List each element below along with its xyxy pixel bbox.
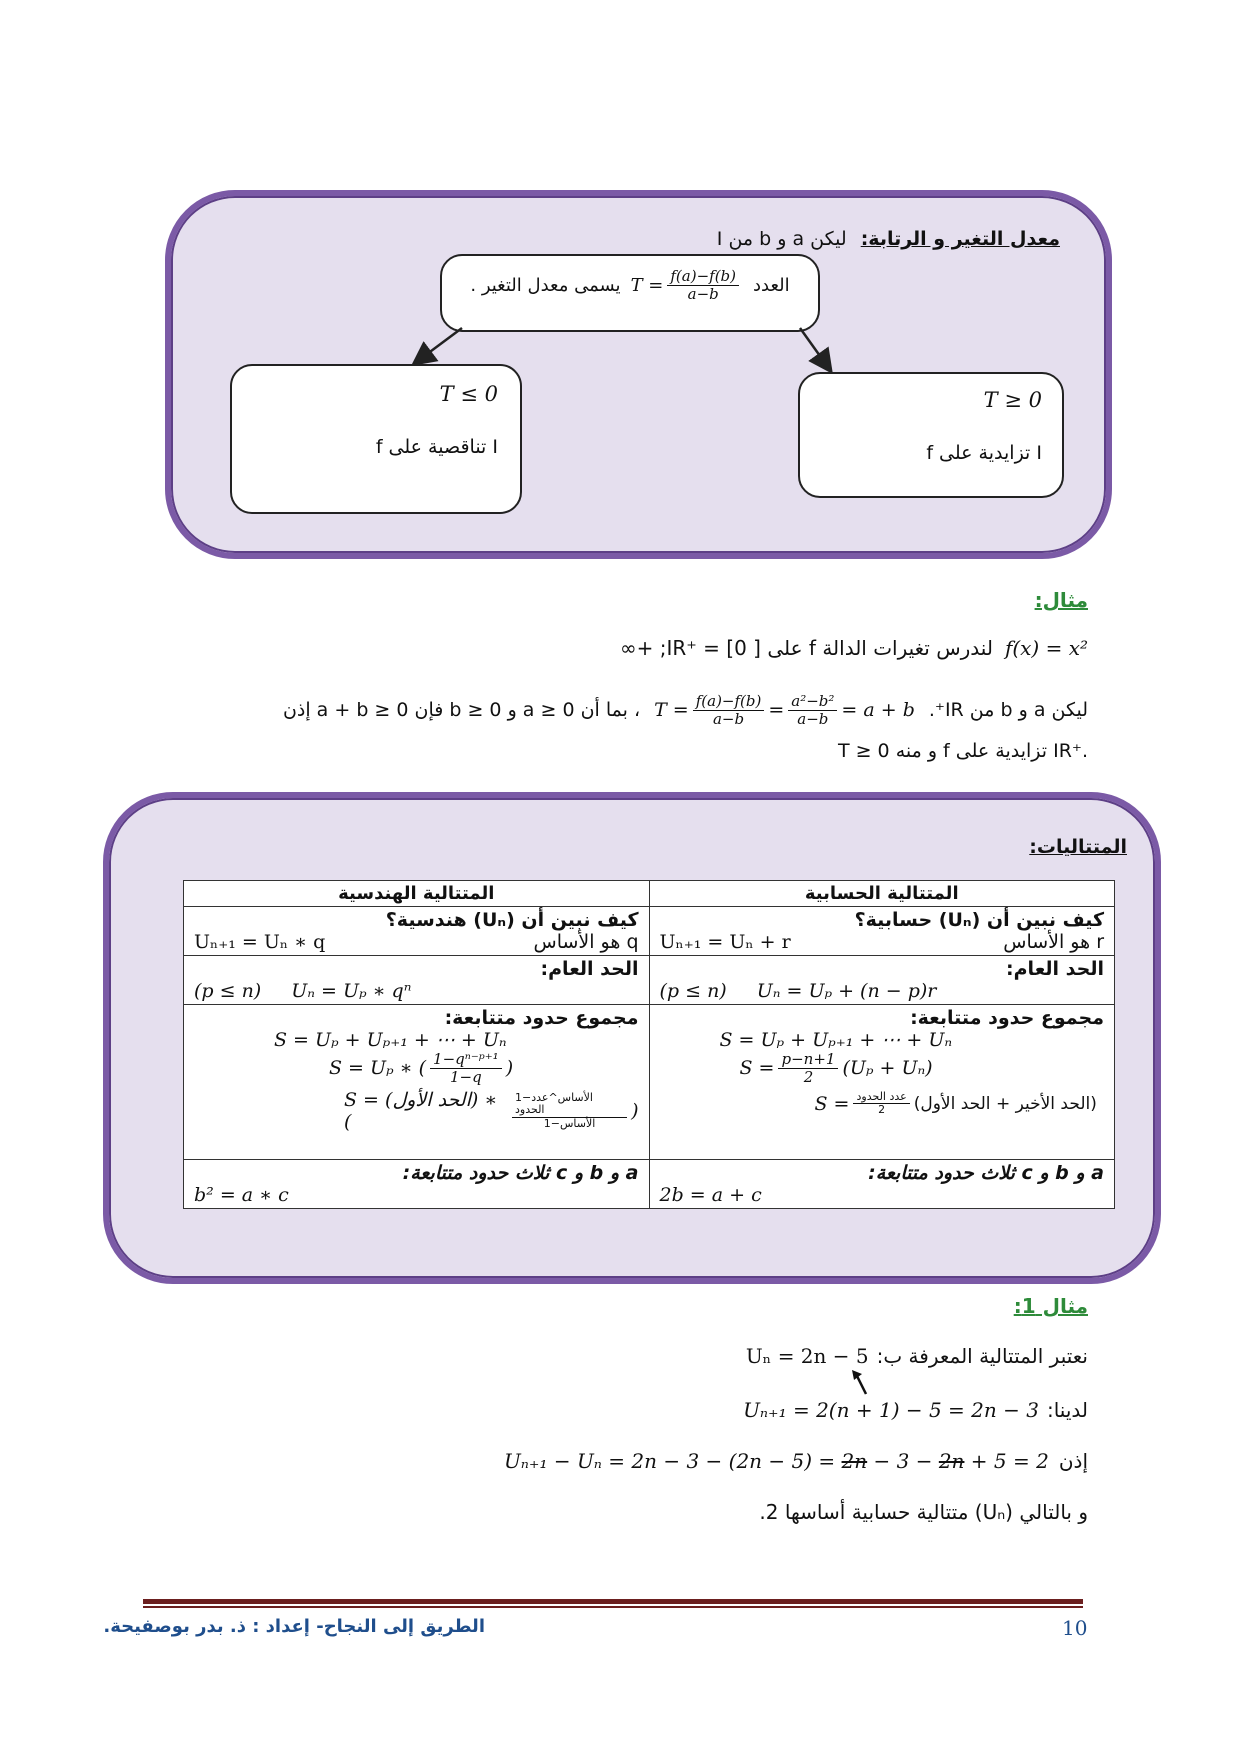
geo-how-note: q هو الأساس xyxy=(533,931,639,953)
example-frac2-den: a−b xyxy=(797,709,829,728)
example-frac-1 xyxy=(693,693,765,727)
example2-line2-formula: Uₙ₊₁ = 2(n + 1) − 5 = 2n − 3 xyxy=(743,1398,1039,1422)
arith-how-note: r هو الأساس xyxy=(1003,931,1104,953)
example-heading: مثال: xyxy=(1034,588,1088,612)
example2-line3-struck2: 2n xyxy=(938,1449,965,1473)
rate-def-pre: العدد xyxy=(753,274,790,296)
geo-sum-3 xyxy=(344,1089,639,1133)
geo-general-title: الحد العام: xyxy=(540,958,639,980)
arith-general-title: الحد العام: xyxy=(1006,958,1104,980)
geo-sum2-post: ) xyxy=(505,1057,514,1079)
example2-heading: مثال 1: xyxy=(1013,1294,1088,1318)
geo-sum2-frac xyxy=(430,1051,502,1085)
footer-credit: الطريق إلى النجاح- إعداد : ذ. بدر بوصفيحة. xyxy=(103,1616,485,1637)
col-arith-header: المتتالية الحسابية xyxy=(649,881,1115,907)
example2-line-3 xyxy=(504,1449,1088,1473)
geo-sum2-pre: S = Uₚ ∗ ( xyxy=(329,1057,427,1079)
right-result: f تزايدية على I xyxy=(926,442,1042,464)
example-frac-2 xyxy=(788,693,837,727)
example-rate-expression: T = $\frac{f(a)-f(b)}{a-b}$ = $\frac{\text{a²−b²}}{a-b}$ = a + b xyxy=(654,692,915,728)
rate-den: a−b xyxy=(687,284,719,303)
sequences-table xyxy=(183,880,1115,1209)
example2-line3-mid: − 3 − xyxy=(867,1449,933,1473)
example-frac2-num: a²−b² xyxy=(788,693,837,711)
geo-sum3-pre: S = (الحد الأول) ∗ ( xyxy=(344,1089,498,1133)
arrow-left xyxy=(415,328,462,363)
pointer-arrow-icon xyxy=(850,1368,874,1396)
arith-sum-title: مجموع حدود متتابعة: xyxy=(910,1007,1104,1029)
left-result: f تناقصية على I xyxy=(375,436,498,458)
arith-sum-2 xyxy=(740,1051,1105,1085)
geo-sum-1: S = Uₚ + Uₚ₊₁ + ⋯ + Uₙ xyxy=(274,1029,507,1051)
arith-sum-cell xyxy=(649,1005,1115,1160)
geo-three-formula: b² = a ∗ c xyxy=(194,1184,289,1206)
example-function: f(x) = x² xyxy=(1004,636,1088,660)
geo-sum3-post: ) xyxy=(631,1100,639,1122)
arith-sum-1: S = Uₚ + Uₚ₊₁ + ⋯ + Uₙ xyxy=(719,1029,953,1051)
geo-sum3-frac xyxy=(512,1092,627,1129)
rate-num: f(a)−f(b) xyxy=(667,268,739,286)
example2-line2-text: لدينا: xyxy=(1046,1398,1088,1422)
example2-line3-a: Uₙ₊₁ − Uₙ = 2n − 3 − (2n − 5) = xyxy=(503,1449,836,1473)
example-line-1 xyxy=(620,636,1088,660)
geo-how-formula: Uₙ₊₁ = Uₙ ∗ q xyxy=(194,931,326,953)
geo-sum2-den: 1−q xyxy=(450,1067,482,1086)
rate-def-post: يسمى معدل التغير . xyxy=(470,274,621,296)
arith-sum-3 xyxy=(815,1091,1105,1116)
geo-how-cell xyxy=(184,907,650,956)
example2-line-1 xyxy=(746,1344,1088,1368)
arith-sum3-post: (الحد الأخير + الحد الأول) xyxy=(913,1093,1097,1114)
example-eq-post: = a + b xyxy=(841,699,915,721)
arith-sum2-post: (Uₚ + Uₙ) xyxy=(842,1057,933,1079)
example-line-3: T ≥ 0 و منه f تزايدية على IR⁺. xyxy=(837,740,1088,762)
right-condition: T ≥ 0 xyxy=(983,388,1042,412)
col-geo-header: المتتالية الهندسية xyxy=(184,881,650,907)
table-row-general xyxy=(184,956,1115,1005)
example2-line3-formula xyxy=(504,1449,1049,1473)
arith-three-cell xyxy=(649,1160,1115,1209)
geo-sum-cell xyxy=(184,1005,650,1160)
example-line-2 xyxy=(283,693,1088,727)
arith-general-formula: Uₙ = Uₚ + (n − p)r xyxy=(756,980,937,1002)
geo-general-formula: Uₙ = Uₚ ∗ qⁿ xyxy=(291,980,412,1002)
footer-rule-thin xyxy=(143,1606,1083,1608)
left-condition: T ≤ 0 xyxy=(439,382,498,406)
geo-sum2-num: 1−qⁿ⁻ᵖ⁺¹ xyxy=(430,1051,502,1069)
arith-general-cell xyxy=(649,956,1115,1005)
geo-how-title: كيف نبين أن (Uₙ) هندسية؟ xyxy=(385,909,639,931)
variation-title: معدل التغير و الرتابة: xyxy=(860,228,1060,250)
arith-sum2-frac xyxy=(778,1051,838,1085)
example2-line3-text: إذن xyxy=(1058,1449,1088,1473)
geo-sum-title: مجموع حدود متتابعة: xyxy=(444,1007,639,1029)
example-frac1-num: f(a)−f(b) xyxy=(693,693,765,711)
example2-line3-end: + 5 = 2 xyxy=(964,1449,1049,1473)
geo-three-cell xyxy=(184,1160,650,1209)
arrow-right xyxy=(800,328,830,370)
arith-three-title: a و b و c ثلاث حدود متتابعة: xyxy=(868,1162,1104,1184)
footer-rule-thick xyxy=(143,1599,1083,1604)
example-frac1-den: a−b xyxy=(712,709,745,728)
arith-sum3-den: 2 xyxy=(878,1103,886,1117)
arith-how-title: كيف نبين أن (Uₙ) حسابية؟ xyxy=(854,909,1104,931)
arith-how-formula: Uₙ₊₁ = Uₙ + r xyxy=(659,931,791,953)
arith-how-cell xyxy=(649,907,1115,956)
table-row-sum xyxy=(184,1005,1115,1160)
example2-line-4: و بالتالي (Uₙ) متتالية حسابية أساسها 2. xyxy=(759,1500,1088,1524)
arith-sum2-den: 2 xyxy=(803,1067,814,1086)
arith-three-formula: 2b = a + c xyxy=(659,1184,762,1206)
geo-sum-2 xyxy=(329,1051,639,1085)
example2-line-2 xyxy=(743,1398,1088,1422)
example2-line1-formula: Uₙ = 2n − 5 xyxy=(745,1344,869,1368)
arith-sum2-pre: S = xyxy=(739,1057,775,1079)
increasing-node xyxy=(798,372,1064,498)
arith-sum3-pre: S = xyxy=(814,1092,850,1115)
sequences-title: المتتاليات: xyxy=(1029,836,1127,858)
arith-sum2-num: p−n+1 xyxy=(778,1051,838,1069)
geo-three-title: a و b و c ثلاث حدود متتابعة: xyxy=(402,1162,639,1184)
page-number: 10 xyxy=(1062,1616,1088,1640)
rate-def-T: T = xyxy=(630,274,664,296)
arith-general-cond: (p ≤ n) xyxy=(659,980,727,1002)
flow-arrows xyxy=(0,0,1240,600)
example-eq-pre: T = xyxy=(654,699,689,721)
example-line2-b: ، بما أن a ≥ 0 و b ≥ 0 فإن a + b ≥ 0 إذن xyxy=(282,699,641,721)
variation-intro: ليكن a و b من I xyxy=(716,228,847,250)
example2-line1-text: نعتبر المتتالية المعرفة ب: xyxy=(876,1344,1088,1368)
table-row-three xyxy=(184,1160,1115,1209)
arith-sum3-num: عدد الحدود xyxy=(853,1091,909,1104)
example-line1-text: لندرس تغيرات الدالة f على [ IR⁺ = [0; +∞ xyxy=(619,636,993,660)
geo-general-cell xyxy=(184,956,650,1005)
geo-sum3-num: 1−الأساس^عدد الحدود xyxy=(512,1092,627,1117)
arith-sum3-frac xyxy=(853,1091,909,1116)
table-row-how xyxy=(184,907,1115,956)
example-line2-a: ليكن a و b من IR⁺. xyxy=(928,699,1088,721)
decreasing-node xyxy=(230,364,522,514)
geo-general-cond: (p ≤ n) xyxy=(194,980,262,1002)
example2-line3-struck1: 2n xyxy=(841,1449,868,1473)
geo-sum3-den: 1−الأساس xyxy=(543,1116,596,1130)
